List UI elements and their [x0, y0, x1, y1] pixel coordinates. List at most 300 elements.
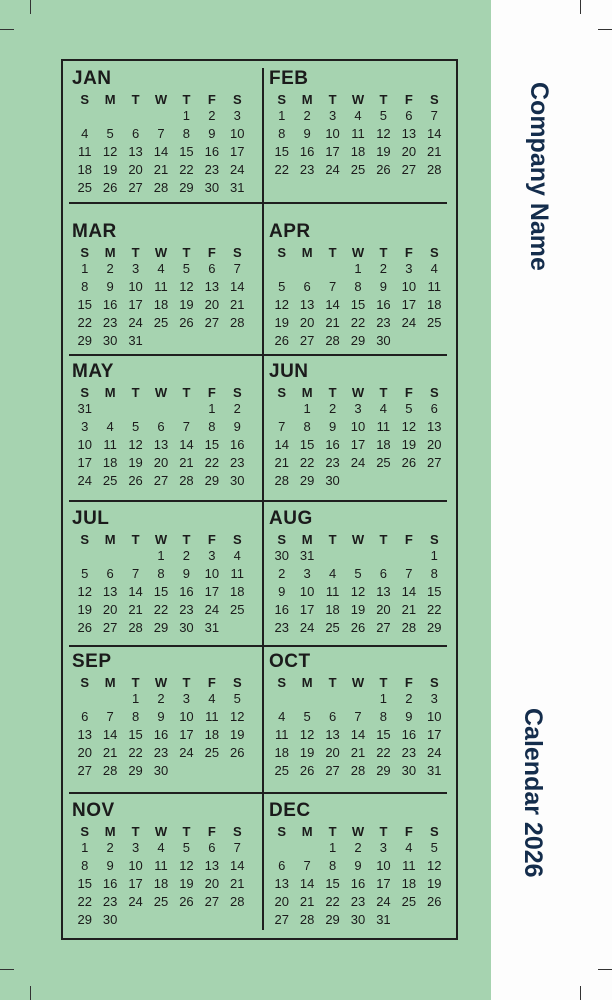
- day-cell: 17: [179, 727, 194, 742]
- calendar-year-title: Calendar 2026: [519, 708, 547, 878]
- day-cell: 11: [154, 279, 168, 294]
- day-cell: 29: [204, 473, 220, 488]
- weekday-label: W: [351, 245, 365, 260]
- day-cell: 17: [204, 584, 220, 599]
- weekday-label: W: [154, 824, 168, 839]
- day-cell: 2: [278, 566, 286, 581]
- day-cell: 14: [230, 279, 245, 294]
- day-cell: [123, 109, 148, 122]
- day-cell: 29: [427, 620, 442, 635]
- day-cell: 7: [233, 261, 241, 276]
- day-cell: 13: [401, 126, 417, 141]
- day-cell: 22: [325, 894, 340, 909]
- day-cell: 1: [208, 401, 216, 416]
- day-cell: 5: [354, 566, 362, 581]
- day-cell: 10: [230, 126, 245, 141]
- crop-mark: [30, 986, 31, 1000]
- day-cell: 25: [427, 315, 442, 330]
- day-cell: 22: [77, 315, 92, 330]
- day-cell: 17: [350, 437, 366, 452]
- day-cell: 2: [208, 108, 216, 123]
- weekday-label: S: [232, 385, 242, 400]
- day-cell: 16: [350, 876, 366, 891]
- day-cell: 20: [376, 602, 391, 617]
- crop-mark: [598, 969, 612, 970]
- day-cell: 9: [328, 419, 337, 434]
- day-cell: 23: [179, 602, 194, 617]
- day-cell: 21: [325, 315, 340, 330]
- day-cell: 23: [102, 315, 118, 330]
- day-cell: 1: [131, 691, 140, 706]
- day-cell: 9: [405, 709, 413, 724]
- day-cell: 8: [157, 566, 165, 581]
- day-cell: 22: [350, 315, 366, 330]
- day-cell: [396, 913, 421, 926]
- weekday-label: T: [131, 92, 140, 107]
- day-cell: 17: [128, 876, 143, 891]
- day-cell: [148, 109, 173, 122]
- weekday-label: W: [154, 675, 168, 690]
- day-cell: 19: [350, 602, 366, 617]
- day-cell: 5: [81, 566, 89, 581]
- day-cell: 6: [379, 566, 388, 581]
- weekday-label: T: [131, 245, 140, 260]
- day-cell: 3: [328, 108, 337, 123]
- day-cell: 6: [278, 858, 286, 873]
- day-cell: 14: [350, 727, 366, 742]
- day-cell: 1: [81, 261, 89, 276]
- day-cell: 9: [278, 584, 286, 599]
- day-cell: 29: [376, 763, 391, 778]
- day-cell: 27: [153, 473, 169, 488]
- day-cell: 4: [106, 419, 114, 434]
- day-cell: 29: [299, 473, 315, 488]
- day-cell: 18: [274, 745, 289, 760]
- day-cell: 22: [77, 894, 92, 909]
- day-cell: 30: [401, 763, 417, 778]
- day-cell: 16: [230, 437, 245, 452]
- day-cell: [294, 262, 319, 275]
- day-cell: 20: [204, 876, 220, 891]
- day-cell: [371, 474, 396, 487]
- day-cell: 14: [153, 144, 169, 159]
- weekday-label: W: [154, 385, 168, 400]
- day-cell: 19: [230, 727, 245, 742]
- day-cell: 19: [102, 162, 118, 177]
- day-cell: 6: [328, 709, 337, 724]
- day-cell: 9: [106, 858, 114, 873]
- day-cell: 16: [179, 584, 194, 599]
- day-cell: [396, 334, 421, 347]
- weekday-label: T: [182, 92, 191, 107]
- weekday-label: W: [351, 824, 365, 839]
- day-cell: 11: [230, 566, 245, 581]
- weekday-label: T: [182, 675, 191, 690]
- month-day-grid: [72, 387, 250, 487]
- month-name: JUN: [269, 361, 309, 382]
- day-cell: 21: [128, 602, 143, 617]
- day-cell: 1: [303, 401, 311, 416]
- day-cell: [199, 913, 224, 926]
- day-cell: 23: [401, 745, 417, 760]
- day-cell: 25: [230, 602, 245, 617]
- day-cell: 11: [154, 858, 168, 873]
- day-cell: 8: [131, 709, 140, 724]
- day-cell: 4: [354, 108, 362, 123]
- day-cell: 29: [153, 620, 169, 635]
- day-cell: 22: [299, 455, 315, 470]
- weekday-label: S: [232, 92, 242, 107]
- weekday-label: F: [404, 385, 413, 400]
- day-cell: 16: [204, 144, 220, 159]
- day-cell: 28: [274, 473, 289, 488]
- day-cell: 28: [179, 473, 194, 488]
- day-cell: 26: [427, 894, 442, 909]
- day-cell: [345, 549, 370, 562]
- day-cell: 26: [179, 894, 194, 909]
- day-cell: 16: [102, 876, 118, 891]
- day-cell: 14: [325, 297, 340, 312]
- weekday-label: T: [131, 532, 140, 547]
- day-cell: 13: [376, 584, 391, 599]
- day-cell: 22: [274, 162, 289, 177]
- row-divider: [69, 645, 447, 647]
- day-cell: 28: [230, 894, 245, 909]
- day-cell: 31: [427, 763, 442, 778]
- month-day-grid: [269, 387, 447, 487]
- day-cell: 27: [376, 620, 391, 635]
- day-cell: 24: [77, 473, 92, 488]
- day-cell: 4: [157, 261, 165, 276]
- day-cell: 12: [179, 858, 194, 873]
- month-day-grid: [72, 677, 250, 777]
- day-cell: 30: [102, 333, 118, 348]
- day-cell: 14: [102, 727, 118, 742]
- day-cell: 27: [325, 763, 340, 778]
- day-cell: 8: [81, 279, 89, 294]
- day-cell: 13: [299, 297, 315, 312]
- day-cell: 29: [350, 333, 366, 348]
- day-cell: 29: [179, 180, 194, 195]
- day-cell: [123, 402, 148, 415]
- weekday-label: T: [182, 824, 191, 839]
- day-cell: 3: [208, 548, 216, 563]
- day-cell: 22: [128, 745, 143, 760]
- day-cell: 12: [230, 709, 245, 724]
- day-cell: 22: [204, 455, 220, 470]
- day-cell: 12: [350, 584, 366, 599]
- weekday-label: F: [207, 824, 216, 839]
- day-cell: 7: [354, 709, 362, 724]
- day-cell: 30: [325, 473, 340, 488]
- day-cell: 5: [430, 840, 438, 855]
- weekday-label: F: [207, 385, 216, 400]
- day-cell: 30: [179, 620, 194, 635]
- day-cell: 8: [328, 858, 337, 873]
- day-cell: 18: [102, 455, 118, 470]
- month-day-grid: [72, 534, 250, 634]
- day-cell: 30: [153, 763, 169, 778]
- day-cell: 20: [77, 745, 92, 760]
- day-cell: [97, 692, 122, 705]
- weekday-label: F: [404, 824, 413, 839]
- day-cell: 14: [274, 437, 289, 452]
- crop-mark: [30, 0, 31, 14]
- day-cell: 25: [325, 620, 340, 635]
- weekday-label: S: [80, 92, 90, 107]
- day-cell: 12: [77, 584, 92, 599]
- weekday-label: S: [80, 245, 90, 260]
- month-day-grid: [72, 247, 250, 347]
- day-cell: 29: [77, 912, 92, 927]
- day-cell: 3: [233, 108, 241, 123]
- weekday-label: T: [182, 532, 191, 547]
- day-cell: 20: [274, 894, 289, 909]
- weekday-label: T: [131, 675, 140, 690]
- day-cell: 13: [128, 144, 143, 159]
- day-cell: 10: [325, 126, 340, 141]
- day-cell: 6: [208, 261, 216, 276]
- day-cell: 6: [405, 108, 413, 123]
- day-cell: 9: [182, 566, 191, 581]
- weekday-label: T: [328, 245, 337, 260]
- day-cell: 20: [102, 602, 118, 617]
- weekday-label: T: [328, 675, 337, 690]
- day-cell: 14: [179, 437, 194, 452]
- day-cell: 5: [182, 261, 191, 276]
- day-cell: 21: [230, 876, 245, 891]
- day-cell: 31: [376, 912, 391, 927]
- crop-mark: [0, 29, 14, 30]
- day-cell: 28: [427, 162, 442, 177]
- day-cell: [97, 549, 122, 562]
- weekday-label: S: [80, 824, 90, 839]
- day-cell: [123, 913, 148, 926]
- weekday-label: T: [328, 92, 337, 107]
- day-cell: 15: [204, 437, 220, 452]
- day-cell: 4: [405, 840, 413, 855]
- day-cell: 28: [230, 315, 245, 330]
- day-cell: 21: [179, 455, 194, 470]
- day-cell: 6: [157, 419, 165, 434]
- weekday-label: T: [328, 385, 337, 400]
- day-cell: 9: [379, 279, 388, 294]
- day-cell: 10: [77, 437, 92, 452]
- day-cell: 11: [325, 584, 340, 599]
- day-cell: 1: [328, 840, 337, 855]
- weekday-label: T: [379, 92, 388, 107]
- day-cell: 1: [182, 108, 191, 123]
- day-cell: 24: [401, 315, 417, 330]
- day-cell: 27: [77, 763, 92, 778]
- day-cell: 21: [230, 297, 245, 312]
- day-cell: 20: [299, 315, 315, 330]
- day-cell: 9: [354, 858, 362, 873]
- day-cell: 1: [430, 548, 438, 563]
- month-name: MAR: [72, 221, 117, 242]
- weekday-label: S: [232, 532, 242, 547]
- day-cell: 26: [230, 745, 245, 760]
- day-cell: 4: [233, 548, 241, 563]
- day-cell: 26: [128, 473, 143, 488]
- day-cell: 25: [350, 162, 366, 177]
- row-divider: [69, 500, 447, 502]
- day-cell: 24: [230, 162, 245, 177]
- weekday-label: M: [104, 92, 116, 107]
- day-cell: 10: [179, 709, 194, 724]
- day-cell: 24: [179, 745, 194, 760]
- day-cell: 2: [106, 261, 114, 276]
- day-cell: 21: [102, 745, 118, 760]
- day-cell: 12: [401, 419, 417, 434]
- day-cell: 1: [81, 840, 89, 855]
- day-cell: 20: [401, 144, 417, 159]
- day-cell: [72, 692, 97, 705]
- weekday-label: S: [80, 532, 90, 547]
- day-cell: 15: [153, 584, 169, 599]
- day-cell: 3: [131, 840, 140, 855]
- day-cell: 13: [204, 858, 220, 873]
- day-cell: 26: [299, 763, 315, 778]
- day-cell: 19: [274, 315, 289, 330]
- day-cell: 27: [401, 162, 417, 177]
- row-divider: [69, 792, 447, 794]
- day-cell: 7: [233, 840, 241, 855]
- day-cell: 24: [204, 602, 220, 617]
- day-cell: [320, 262, 345, 275]
- weekday-label: W: [351, 675, 365, 690]
- day-cell: 16: [299, 144, 315, 159]
- day-cell: 27: [102, 620, 118, 635]
- day-cell: [148, 913, 173, 926]
- day-cell: 3: [405, 261, 413, 276]
- weekday-label: T: [131, 824, 140, 839]
- day-cell: 5: [131, 419, 140, 434]
- day-cell: 12: [299, 727, 315, 742]
- day-cell: 2: [379, 261, 388, 276]
- day-cell: 8: [278, 126, 286, 141]
- day-cell: 2: [157, 691, 165, 706]
- day-cell: 6: [303, 279, 311, 294]
- day-cell: 13: [325, 727, 340, 742]
- day-cell: 28: [102, 763, 118, 778]
- day-cell: 7: [131, 566, 140, 581]
- day-cell: 11: [427, 279, 442, 294]
- month-day-grid: [269, 534, 447, 634]
- day-cell: 30: [376, 333, 391, 348]
- day-cell: 7: [328, 279, 337, 294]
- day-cell: [97, 109, 122, 122]
- day-cell: 15: [325, 876, 340, 891]
- weekday-label: W: [154, 245, 168, 260]
- day-cell: 8: [303, 419, 311, 434]
- day-cell: 18: [325, 602, 340, 617]
- day-cell: [199, 334, 224, 347]
- day-cell: 2: [405, 691, 413, 706]
- day-cell: 4: [278, 709, 286, 724]
- day-cell: [320, 549, 345, 562]
- weekday-label: S: [429, 92, 439, 107]
- day-cell: 3: [354, 401, 362, 416]
- day-cell: [269, 692, 294, 705]
- day-cell: [371, 549, 396, 562]
- day-cell: 17: [325, 144, 340, 159]
- day-cell: [174, 764, 199, 777]
- day-cell: 1: [278, 108, 286, 123]
- day-cell: 12: [427, 858, 442, 873]
- company-name: Company Name: [525, 82, 553, 271]
- day-cell: 23: [299, 162, 315, 177]
- day-cell: 31: [204, 620, 220, 635]
- day-cell: 2: [328, 401, 337, 416]
- month-day-grid: [72, 826, 250, 926]
- day-cell: 1: [354, 261, 362, 276]
- day-cell: 25: [401, 894, 417, 909]
- day-cell: 13: [274, 876, 289, 891]
- day-cell: 14: [128, 584, 143, 599]
- weekday-label: T: [182, 385, 191, 400]
- day-cell: 13: [77, 727, 92, 742]
- month-day-grid: [269, 94, 447, 176]
- weekday-label: T: [182, 245, 191, 260]
- weekday-label: F: [404, 532, 413, 547]
- day-cell: 10: [128, 858, 143, 873]
- weekday-label: T: [379, 824, 388, 839]
- day-cell: 1: [379, 691, 388, 706]
- day-cell: 18: [350, 144, 366, 159]
- month-day-grid: [269, 677, 447, 777]
- day-cell: 15: [274, 144, 289, 159]
- weekday-label: F: [404, 245, 413, 260]
- day-cell: 12: [376, 126, 391, 141]
- day-cell: 12: [102, 144, 118, 159]
- day-cell: 24: [325, 162, 340, 177]
- day-cell: 16: [153, 727, 169, 742]
- day-cell: 6: [430, 401, 438, 416]
- day-cell: 22: [153, 602, 169, 617]
- day-cell: [174, 913, 199, 926]
- day-cell: 18: [401, 876, 417, 891]
- day-cell: 26: [102, 180, 118, 195]
- day-cell: 21: [274, 455, 289, 470]
- day-cell: 18: [230, 584, 245, 599]
- day-cell: 22: [376, 745, 391, 760]
- day-cell: 25: [153, 315, 169, 330]
- day-cell: 30: [204, 180, 220, 195]
- crop-mark: [598, 29, 612, 30]
- day-cell: 10: [401, 279, 417, 294]
- day-cell: [269, 262, 294, 275]
- day-cell: 18: [153, 297, 169, 312]
- column-divider: [262, 68, 264, 930]
- day-cell: [72, 109, 97, 122]
- day-cell: 22: [427, 602, 442, 617]
- weekday-label: S: [277, 385, 287, 400]
- weekday-label: S: [232, 245, 242, 260]
- weekday-label: F: [207, 92, 216, 107]
- day-cell: 20: [427, 437, 442, 452]
- day-cell: 7: [303, 858, 311, 873]
- day-cell: 27: [204, 894, 220, 909]
- weekday-label: S: [429, 675, 439, 690]
- day-cell: 17: [376, 876, 391, 891]
- day-cell: 13: [102, 584, 118, 599]
- day-cell: 18: [376, 437, 391, 452]
- day-cell: 23: [230, 455, 245, 470]
- day-cell: 10: [299, 584, 315, 599]
- day-cell: 13: [204, 279, 220, 294]
- day-cell: 7: [182, 419, 191, 434]
